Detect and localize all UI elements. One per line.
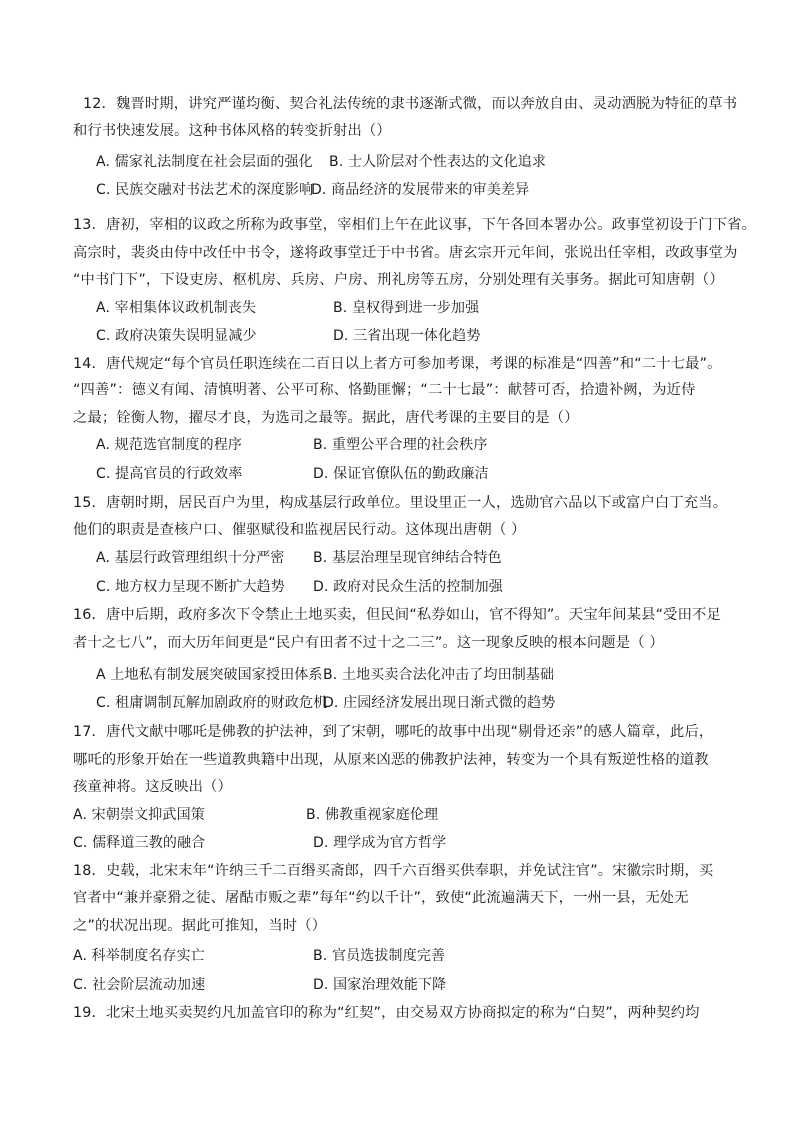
- q18-option-a: A. 科举制度名存实亡: [73, 948, 205, 964]
- q17-line-2: 哪吒的形象开始在一些道教典籍中出现，从原来凶恶的佛教护法神，转变为一个具有叛逆性格的道教: [73, 752, 709, 768]
- q12-option-c: C. 民族交融对书法艺术的深度影响: [96, 182, 314, 198]
- q19-line-1: 19．北宋土地买卖契约凡加盖官印的称为“红契”，由交易双方协商拟定的称为“白契”，两种契约均: [73, 1005, 700, 1021]
- q13-option-b: B. 皇权得到进一步加强: [333, 300, 480, 316]
- q18-option-b: B. 官员选拔制度完善: [313, 948, 446, 964]
- q12-line-1: 12．魏晋时期，讲究严谨均衡、契合礼法传统的隶书逐渐式微，而以奔放自由、灵动洒脱为特征的草书: [83, 96, 738, 112]
- q13-line-1: 13．唐初，宰相的议政之所称为政事堂，宰相们上午在此议事，下午各回本署办公。政事堂初设于门下省。: [73, 217, 757, 233]
- q13-option-d: D. 三省出现一体化趋势: [333, 328, 481, 344]
- q18-option-d: D. 国家治理效能下降: [313, 977, 447, 993]
- q16-option-b: B. 土地买卖合法化冲击了均田制基础: [323, 667, 555, 683]
- q17-option-b: B. 佛教重视家庭伦理: [306, 807, 439, 823]
- q16-option-d: D. 庄园经济发展出现日渐式微的趋势: [323, 695, 556, 711]
- q15-line-2: 他们的职责是查核户口、催驱赋役和监视居民行动。这体现出唐朝（ ）: [73, 522, 526, 538]
- q17-option-d: D. 理学成为官方哲学: [313, 835, 447, 851]
- q15-option-d: D. 政府对民众生活的控制加强: [313, 579, 503, 595]
- q15-option-a: A. 基层行政管理组织十分严密: [96, 550, 285, 566]
- q17-line-1: 17．唐代文献中哪吒是佛教的护法神，到了宋朝，哪吒的故事中出现“剔骨还亲”的感人篇章，此后，: [73, 724, 714, 740]
- q15-option-c: C. 地方权力呈现不断扩大趋势: [96, 579, 285, 595]
- q16-line-2: 者十之七八”，而大历年间更是“民户有田者不过十之二三”。这一现象反映的根本问题是（ ）: [73, 635, 664, 651]
- q13-option-c: C. 政府决策失误明显减少: [96, 328, 257, 344]
- q14-line-3: 之最；铨衡人物，擢尽才良，为选司之最等。据此，唐代考课的主要目的是（）: [73, 410, 579, 426]
- q12-option-b: B. 士人阶层对个性表达的文化追求: [329, 154, 547, 170]
- q17-option-a: A. 宋朝崇文抑武国策: [73, 807, 205, 823]
- q15-option-b: B. 基层治理呈现官绅结合特色: [313, 550, 502, 566]
- q14-option-a: A. 规范选官制度的程序: [96, 437, 243, 453]
- q13-line-3: “中书门下”，下设吏房、枢机房、兵房、户房、刑礼房等五房，分别处理有关事务。据此可知唐朝（）: [73, 272, 724, 288]
- q18-option-c: C. 社会阶层流动加速: [73, 977, 206, 993]
- q17-option-c: C. 儒释道三教的融合: [73, 835, 206, 851]
- q13-line-2: 高宗时，裴炎由侍中改任中书令，遂将政事堂迁于中书省。唐玄宗开元年间，张说出任宰相，改政事堂为: [73, 245, 738, 261]
- q16-option-a: A 上地私有制发展突破国家授田体系: [96, 667, 323, 683]
- q18-line-2: 官者中“兼并豪猾之徒、屠酤市贩之辈”每年“约以千计”，致使“此流遍满天下，一州一县，无处无: [73, 890, 689, 906]
- q12-line-2: 和行书快速发展。这种书体风格的转变折射出（）: [73, 123, 391, 139]
- q18-line-1: 18．史载，北宋末年“许纳三千二百缗买斋郎，四千六百缗买供奉职，并免试注官”。宋徽宗时期，买: [73, 863, 714, 879]
- q17-line-3: 孩童神将。这反映出（）: [73, 779, 232, 795]
- q12-option-d: D. 商品经济的发展带来的审美差异: [311, 182, 530, 198]
- q18-line-3: 之”的状况出现。据此可推知，当时（）: [73, 918, 327, 934]
- q14-line-1: 14．唐代规定“每个官员任职连续在二百日以上者方可参加考课，考课的标准是“四善”和“二十七最”。: [73, 356, 722, 372]
- q14-option-d: D. 保证官僚队伍的勤政廉洁: [313, 466, 489, 482]
- q14-option-b: B. 重塑公平合理的社会秩序: [313, 437, 488, 453]
- q16-line-1: 16．唐中后期，政府多次下令禁止土地买卖，但民间“私券如山，官不得知”。天宝年间某县“受田不足: [73, 607, 721, 623]
- q15-line-1: 15．唐朝时期，居民百户为里，构成基层行政单位。里设里正一人，选勋官六品以下或富户白丁充当。: [73, 495, 728, 511]
- q12-option-a: A. 儒家礼法制度在社会层面的强化: [96, 154, 313, 170]
- q14-option-c: C. 提高官员的行政效率: [96, 466, 243, 482]
- q16-option-c: C. 租庸调制瓦解加剧政府的财政危机: [96, 695, 328, 711]
- q13-option-a: A. 宰相集体议政机制丧失: [96, 300, 257, 316]
- q14-line-2: “四善”：德义有闻、清慎明著、公平可称、恪勤匪懈；“二十七最”：献替可否，拾遗补阙，为近侍: [73, 382, 696, 398]
